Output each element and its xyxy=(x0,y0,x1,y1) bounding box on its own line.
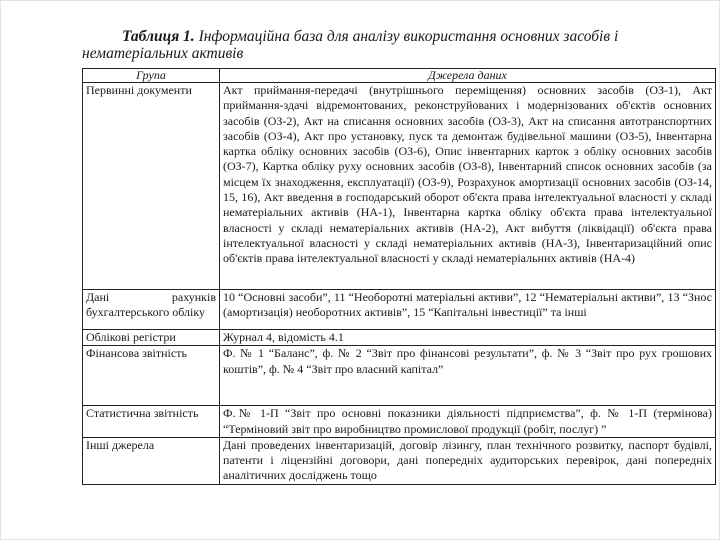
sources-cell: Дані проведених інвентаризацій, договір лізингу, план технічного розвитку, паспорт будівлі, патенти і ліцензійні договори, дані попередніх аудиторських перевірок, дані попередніх аналітичних досліджень тощо xyxy=(220,437,716,484)
caption-text-1: Інформаційна база для аналізу використання основних засобів і xyxy=(198,28,619,45)
sources-cell: Журнал 4, відомість 4.1 xyxy=(220,330,716,346)
group-cell: Інші джерела xyxy=(83,437,220,484)
sources-cell: Акт приймання-передачі (внутрішнього переміщення) основних засобів (ОЗ-1), Акт приймання-здачі відремонтованих, реконструйованих і модернізованих об'єктів основних засобів (ОЗ-2), Акт на списання основних засобів (ОЗ-3), Акт на списання автотранспортних засобів (ОЗ-4), Акт про установку, пуск та демонтаж будівельної машини (ОЗ-5), Інвентарна картка обліку основних засобів (ОЗ-6), Опис інвентарних карток з обліку основних засобів (ОЗ-7), Картка обліку руху основних засобів (ОЗ-8), Інвентарний список основних засобів (за місцем їх знаходження, експлуатації) (ОЗ-9), Розрахунок амортизації основних засобів (ОЗ-14, 15, 16), Акт введення в господарський оборот об'єкта права інтелектуальної власності у складі нематеріальних активів (НА-1), Інвентарна картка обліку об'єкта права інтелектуальної власності у складі нематеріальних активів (НА-2), Акт вибуття (ліквідації) об'єкта права інтелектуальної власності у складі нематеріальних активів (НА-3), Інвентаризаційний опис об'єктів права інтелектуальної власності у складі нематеріальних активів (НА-4) xyxy=(220,83,716,290)
table-header-row xyxy=(83,69,716,83)
header-group: Група xyxy=(83,69,220,83)
caption-text-2: нематеріальних активів xyxy=(82,45,244,62)
sources-cell: 10 “Основні засоби”, 11 “Необоротні матеріальні активи”, 12 “Нематеріальні активи”, 13 “Знос (амортизація) необоротних активів”, 15 “Капітальні інвестиції” та інші xyxy=(220,290,716,330)
sources-table xyxy=(82,68,716,485)
header-sources: Джерела даних xyxy=(220,69,716,83)
sources-cell: Ф.№ 1-П “Звіт про основні показники діяльності підприємства”, ф. № 1-П (термінова) “Терміновий звіт про виробництво промислової продукції (робіт, послуг) ” xyxy=(220,406,716,438)
table-row xyxy=(83,290,716,330)
table-row xyxy=(83,346,716,406)
table-row xyxy=(83,406,716,438)
table-row xyxy=(83,437,716,484)
group-cell: Дані рахунків бухгалтерського обліку xyxy=(83,290,220,330)
group-cell: Статистична звітність xyxy=(83,406,220,438)
group-cell: Облікові регістри xyxy=(83,330,220,346)
sources-cell: Ф. № 1 “Баланс”, ф. № 2 “Звіт про фінансові результати”, ф. № 3 “Звіт про рух грошових коштів”, ф. № 4 “Звіт про власний капітал” xyxy=(220,346,716,406)
group-cell: Первинні документи xyxy=(83,83,220,290)
caption-label: Таблиця 1. xyxy=(122,28,195,45)
group-cell: Фінансова звітність xyxy=(83,346,220,406)
table-row xyxy=(83,330,716,346)
table-caption xyxy=(82,28,720,62)
table-row xyxy=(83,83,716,290)
